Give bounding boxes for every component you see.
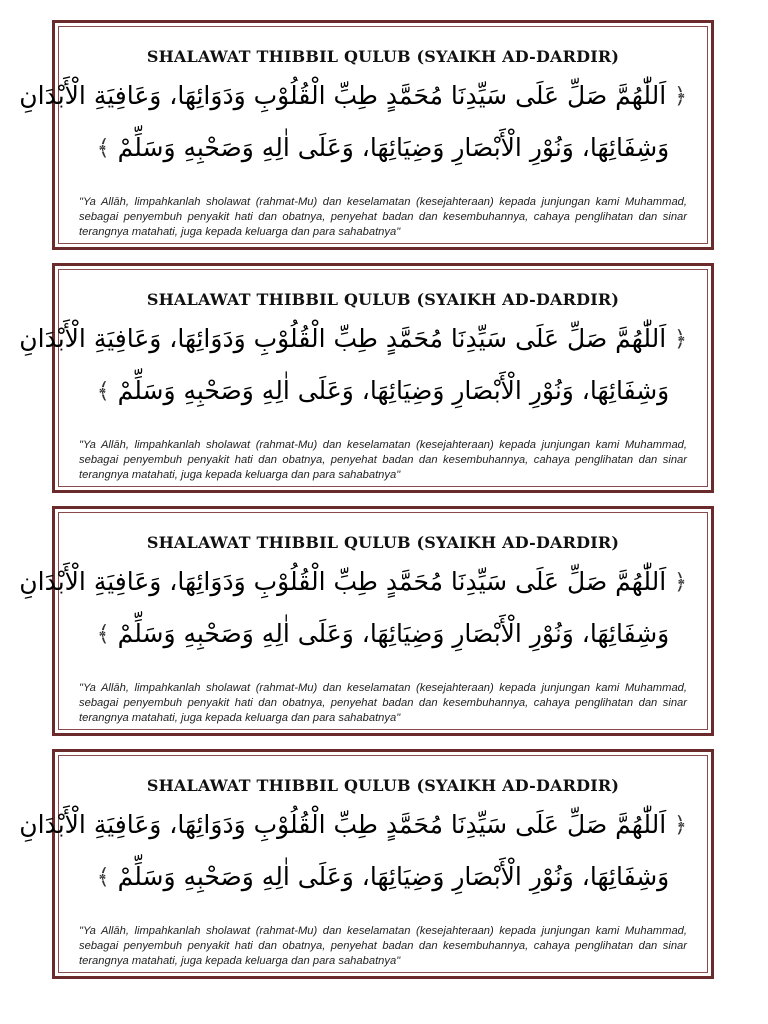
arabic-text-2: وَشِفَائِهَا، وَنُوْرِ الْأَبْصَارِ وَضِيَائِهَا، وَعَلَى اٰلِهِ وَصَحْبِهِ وَسَلِّمْ [117, 619, 670, 648]
arabic-text-1: اَللّٰهُمَّ صَلِّ عَلَى سَيِّدِنَا مُحَمَّدٍ طِبِّ الْقُلُوْبِ وَدَوَائِهَا، وَعَافِيَةِ الْأَبْدَانِ [19, 81, 667, 110]
arabic-text-1: اَللّٰهُمَّ صَلِّ عَلَى سَيِّدِنَا مُحَمَّدٍ طِبِّ الْقُلُوْبِ وَدَوَائِهَا، وَعَافِيَةِ الْأَبْدَانِ [19, 810, 667, 839]
shalawat-card-4 [19, 749, 714, 979]
card-title: SHALAWAT THIBBIL QULUB (SYAIKH AD-DARDIR) [146, 533, 620, 552]
card-inner-border [19, 755, 708, 973]
arabic-line-2 [79, 135, 687, 160]
arabic-text-2: وَشِفَائِهَا، وَنُوْرِ الْأَبْصَارِ وَضِيَائِهَا، وَعَلَى اٰلِهِ وَصَحْبِهِ وَسَلِّمْ [117, 376, 670, 405]
arabic-line-1 [19, 810, 687, 839]
card-title: SHALAWAT THIBBIL QULUB (SYAIKH AD-DARDIR) [146, 290, 620, 309]
ornament-bracket-icon: ﴿ [674, 813, 687, 838]
arabic-line-2 [79, 621, 687, 646]
card-inner-border [19, 26, 708, 244]
card-title: SHALAWAT THIBBIL QULUB (SYAIKH AD-DARDIR) [146, 776, 620, 795]
card-title: SHALAWAT THIBBIL QULUB (SYAIKH AD-DARDIR) [146, 47, 620, 66]
card-inner-border [19, 512, 708, 730]
card-inner-border [19, 269, 708, 487]
arabic-line-1 [19, 567, 687, 596]
ornament-bracket-icon: ﴿ [674, 84, 687, 109]
translation-text: "Ya Allāh, limpahkanlah sholawat (rahmat-Mu) dan keselamatan (kesejahteraan) kepada junjungan kami Muhammad, sebagai penyembuh penyakit hati dan obatnya, penyehat badan dan kesembuhannya, cahaya penglihatan dan sinar terangnya matahati, juga kepada keluarga dan para sahabatnya" [79, 196, 687, 238]
ornament-bracket-icon: ﴾ [96, 136, 110, 161]
arabic-text-1: اَللّٰهُمَّ صَلِّ عَلَى سَيِّدِنَا مُحَمَّدٍ طِبِّ الْقُلُوْبِ وَدَوَائِهَا، وَعَافِيَةِ الْأَبْدَانِ [19, 567, 667, 596]
ornament-bracket-icon: ﴿ [674, 327, 687, 352]
arabic-text-2: وَشِفَائِهَا، وَنُوْرِ الْأَبْصَارِ وَضِيَائِهَا، وَعَلَى اٰلِهِ وَصَحْبِهِ وَسَلِّمْ [117, 133, 670, 162]
translation-text: "Ya Allāh, limpahkanlah sholawat (rahmat-Mu) dan keselamatan (kesejahteraan) kepada junjungan kami Muhammad, sebagai penyembuh penyakit hati dan obatnya, penyehat badan dan kesembuhannya, cahaya penglihatan dan sinar terangnya matahati, juga kepada keluarga dan para sahabatnya" [79, 682, 687, 724]
arabic-text-1: اَللّٰهُمَّ صَلِّ عَلَى سَيِّدِنَا مُحَمَّدٍ طِبِّ الْقُلُوْبِ وَدَوَائِهَا، وَعَافِيَةِ الْأَبْدَانِ [19, 324, 667, 353]
arabic-text-2: وَشِفَائِهَا، وَنُوْرِ الْأَبْصَارِ وَضِيَائِهَا، وَعَلَى اٰلِهِ وَصَحْبِهِ وَسَلِّمْ [117, 862, 670, 891]
translation-text: "Ya Allāh, limpahkanlah sholawat (rahmat-Mu) dan keselamatan (kesejahteraan) kepada junjungan kami Muhammad, sebagai penyembuh penyakit hati dan obatnya, penyehat badan dan kesembuhannya, cahaya penglihatan dan sinar terangnya matahati, juga kepada keluarga dan para sahabatnya" [79, 925, 687, 967]
shalawat-card-3 [19, 506, 714, 736]
ornament-bracket-icon: ﴾ [96, 379, 110, 404]
shalawat-card-1 [19, 20, 714, 250]
arabic-line-1 [19, 324, 687, 353]
arabic-line-1 [19, 81, 687, 110]
shalawat-card-2 [19, 263, 714, 493]
translation-text: "Ya Allāh, limpahkanlah sholawat (rahmat-Mu) dan keselamatan (kesejahteraan) kepada junjungan kami Muhammad, sebagai penyembuh penyakit hati dan obatnya, penyehat badan dan kesembuhannya, cahaya penglihatan dan sinar terangnya matahati, juga kepada keluarga dan para sahabatnya" [79, 439, 687, 481]
ornament-bracket-icon: ﴾ [96, 622, 110, 647]
arabic-line-2 [79, 864, 687, 889]
ornament-bracket-icon: ﴿ [674, 570, 687, 595]
arabic-line-2 [79, 378, 687, 403]
ornament-bracket-icon: ﴾ [96, 865, 110, 890]
